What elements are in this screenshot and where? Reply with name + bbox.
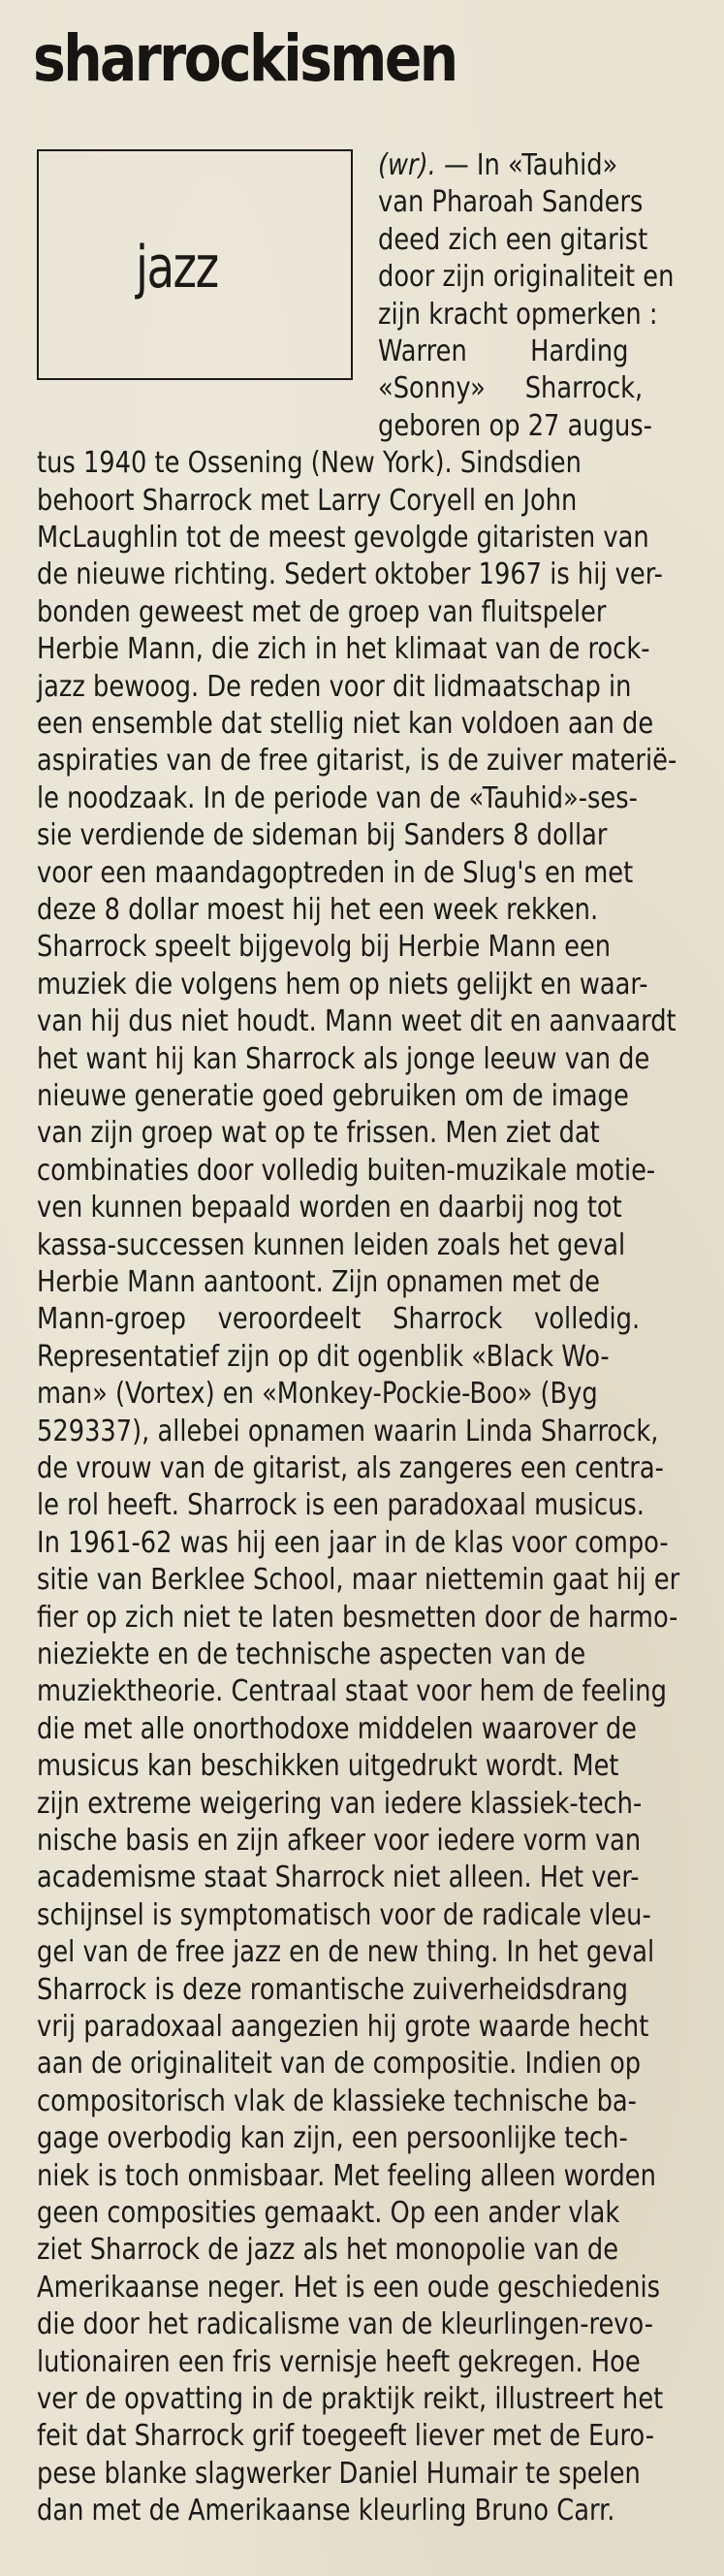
article-line: pese blanke slagwerker Daniel Humair te spelen [37, 2456, 641, 2491]
article-line: tus 1940 te Ossening (New York). Sindsdien [37, 446, 582, 481]
article-line: jazz bewoog. De reden voor dit lidmaatschap in [37, 669, 632, 704]
article-line: 529337), allebei opnamen waarin Linda Sharrock, [37, 1414, 659, 1448]
article-line: Representatief zijn op dit ogenblik «Black Wo- [37, 1339, 610, 1374]
article-line: dan met de Amerikaanse kleurling Bruno Carr. [37, 2494, 615, 2528]
article-line: muziektheorie. Centraal staat voor hem de feeling [37, 1674, 667, 1709]
article-line: Herbie Mann, die zich in het klimaat van de rock- [37, 632, 650, 667]
article-line: het want hij kan Sharrock als jonge leeuw van de [37, 1041, 650, 1076]
article-line: In 1961-62 was hij een jaar in de klas voor compo- [37, 1525, 669, 1560]
article-line: Mann-groep veroordeelt Sharrock volledig. [37, 1302, 641, 1337]
headline: sharrockismen [33, 21, 456, 96]
article-line: lutionairen een fris vernisje heeft gekregen. Hoe [37, 2344, 641, 2379]
article-first-line [378, 147, 617, 184]
article-line: combinaties door volledig buiten-muzikale motie- [37, 1153, 656, 1188]
article-line: ver de opvatting in de praktijk reikt, illustreert het [37, 2382, 664, 2416]
article-line: de vrouw van de gitarist, als zangeres een centra- [37, 1451, 664, 1485]
article-line: door zijn originaliteit en [378, 260, 675, 295]
article-line: een ensemble dat stellig niet kan voldoen aan de [37, 707, 654, 741]
article-line: McLaughlin tot de meest gevolgde gitaristen van [37, 521, 649, 555]
article-line: zijn kracht opmerken : [378, 297, 658, 332]
article-line: le noodzaak. In de periode van de «Tauhid»-ses- [37, 780, 638, 815]
article-line: fier op zich niet te laten besmetten door de harmo- [37, 1600, 678, 1635]
article-line: gel van de free jazz en de new thing. In het geval [37, 1935, 655, 1970]
article-line: van Pharoah Sanders [378, 185, 644, 220]
category-label: jazz [136, 234, 218, 302]
article-line: man» (Vortex) en «Monkey-Pockie-Boo» (Byg [37, 1377, 598, 1412]
byline: (wr). [378, 148, 436, 182]
article-line: deed zich een gitarist [378, 222, 648, 257]
article-line: Warren Harding [378, 334, 629, 368]
article-line: sitie van Berklee School, maar niettemin gaat hij er [37, 1563, 680, 1598]
article-line: gage overbodig kan zijn, een persoonlijke tech- [37, 2121, 628, 2156]
article-line: Sharrock is deze romantische zuiverheidsdrang [37, 1972, 628, 2007]
article-line: Sharrock speelt bijgevolg bij Herbie Mann een [37, 930, 612, 965]
article-line: schijnsel is symptomatisch voor de radicale vleu- [37, 1897, 651, 1932]
article-line: kassa-successen kunnen leiden zoals het geval [37, 1227, 626, 1262]
article-line: feit dat Sharrock grif toegeeft liever met de Euro- [37, 2419, 655, 2454]
article-line: academisme staat Sharrock niet alleen. Het ver- [37, 1860, 640, 1895]
article-line: Herbie Mann aantoont. Zijn opnamen met de [37, 1265, 600, 1299]
article-line: zijn extreme weigering van iedere klassiek-tech- [37, 1786, 643, 1821]
article-line: sie verdiende de sideman bij Sanders 8 dollar [37, 818, 608, 853]
article-line: nische basis en zijn afkeer voor iedere vorm van [37, 1824, 642, 1858]
article-line: le rol heeft. Sharrock is een paradoxaal musicus. [37, 1488, 645, 1523]
article-line: Amerikaanse neger. Het is een oude geschiedenis [37, 2270, 661, 2305]
article-line: nieziekte en de technische aspecten van de [37, 1638, 586, 1671]
article-line: aan de originaliteit van de compositie. Indien op [37, 2047, 642, 2082]
article-line: behoort Sharrock met Larry Coryell en John [37, 483, 578, 518]
article-line: niek is toch onmisbaar. Met feeling alleen worden [37, 2158, 656, 2193]
article-line: «Sonny» Sharrock, [378, 371, 644, 406]
article-line: ven kunnen bepaald worden en daarbij nog tot [37, 1191, 622, 1225]
article-line: — In «Tauhid» [435, 148, 618, 182]
category-box [37, 149, 353, 380]
article-line: van hij dus niet houdt. Mann weet dit en aanvaardt [37, 1004, 677, 1039]
article-line: compositorisch vlak de klassieke technische ba- [37, 2083, 637, 2118]
article-line: musicus kan beschikken uitgedrukt wordt. Met [37, 1749, 619, 1784]
article-line: bonden geweest met de groep van fluitspeler [37, 594, 607, 629]
article-line: geen composities gemaakt. Op een ander vlak [37, 2196, 620, 2230]
article-line: vrij paradoxaal aangezien hij grote waarde hecht [37, 2010, 649, 2044]
article-line: muziek die volgens hem op niets gelijkt en waar- [37, 967, 648, 1002]
article-line: deze 8 dollar moest hij het een week rekken. [37, 893, 599, 927]
article-line: die met alle onorthodoxe middelen waarover de [37, 1711, 637, 1746]
article-line: voor een maandagoptreden in de Slug's en met [37, 855, 634, 890]
article-line: van zijn groep wat op te frissen. Men ziet dat [37, 1116, 600, 1151]
article-line: de nieuwe richting. Sedert oktober 1967 is hij ver- [37, 557, 663, 592]
article-line: die door het radicalisme van de kleurlingen-revo- [37, 2307, 654, 2342]
article-line: ziet Sharrock de jazz als het monopolie van de [37, 2233, 619, 2268]
article-line: geboren op 27 augus- [378, 408, 652, 443]
article-line: aspiraties van de free gitarist, is de zuiver materië- [37, 744, 677, 779]
article-line: nieuwe generatie goed gebruiken om de image [37, 1079, 629, 1113]
